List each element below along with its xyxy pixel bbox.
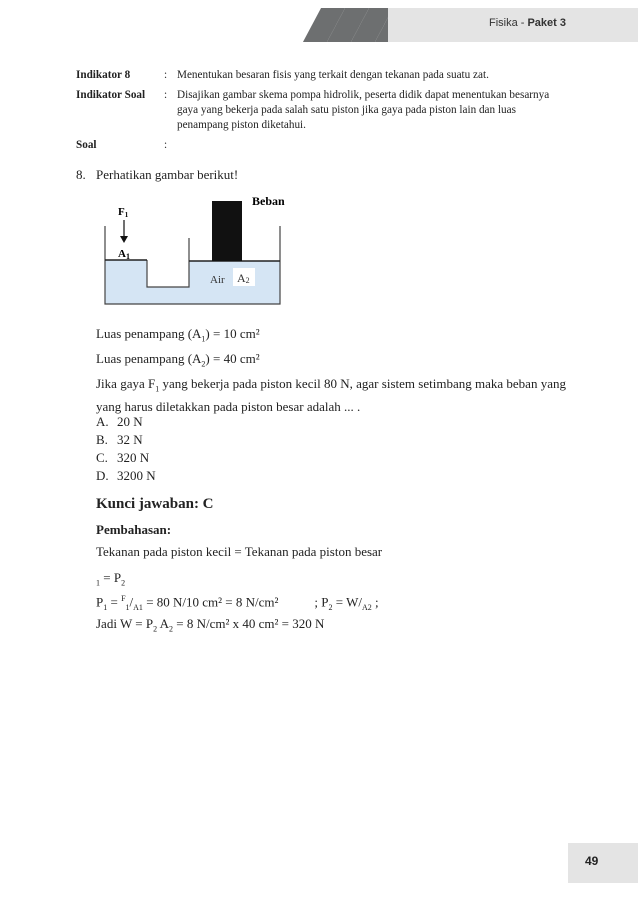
a1-label: A1 <box>118 248 130 261</box>
force-arrow-head <box>120 236 128 243</box>
soal-label: Soal <box>76 139 97 151</box>
indicator-soal-label: Indikator Soal <box>76 89 146 101</box>
f1-label: F1 <box>118 206 129 219</box>
discussion-line: Tekanan pada piston kecil = Tekanan pada piston besar <box>96 544 383 559</box>
indicator-soal-line: gaya yang bekerja pada salah satu piston jika gaya pada piston lain dan luas <box>177 104 516 116</box>
indicator-soal-colon: : <box>164 89 168 101</box>
option-text: 32 N <box>117 432 143 447</box>
discussion-heading: Pembahasan: <box>96 522 172 537</box>
a2-label: A2 <box>237 271 250 285</box>
option-letter: A. <box>96 414 109 429</box>
problem-statement: Jika gaya $F_1$ yang bekerja pada piston kecil 80 N, agar sistem setimbang maka beban yang yang harus diletakkan pada piston besar adalah ... . <box>96 376 566 414</box>
discussion-line: $_1 = P_2$ <box>96 570 126 588</box>
indicator-soal-line: Disajikan gambar skema pompa hidrolik, peserta didik dapat menentukan besarnya <box>177 89 550 101</box>
indicator-8-label: Indikator 8 <box>76 69 131 81</box>
page-number: 49 <box>585 854 599 868</box>
page-number-box <box>568 843 638 883</box>
option-text: 320 N <box>117 450 150 465</box>
area-1-line: Luas penampang $(A_1) = 10$ cm² <box>96 326 260 344</box>
indicator-8-colon: : <box>164 69 168 81</box>
beban-label: Beban <box>252 194 285 208</box>
option-text: 3200 N <box>117 468 156 483</box>
question-number: 8. <box>76 167 86 182</box>
load-block <box>212 201 242 261</box>
option-text: 20 N <box>117 414 143 429</box>
question-text: Perhatikan gambar berikut! <box>96 167 239 182</box>
answer-key: Kunci jawaban: C <box>96 496 214 512</box>
option-letter: D. <box>96 468 109 483</box>
page-header <box>0 0 638 46</box>
air-label: Air <box>210 274 225 286</box>
vessel-divider <box>147 238 189 287</box>
hydraulic-pump-diagram <box>100 186 300 310</box>
option-letter: B. <box>96 432 108 447</box>
discussion-line: $P_1 = ^F_1/_{A1} = 80$ N/10 cm² = 8 N/cm² ; $P_2 = W/_{A2}$ ; <box>96 594 379 612</box>
header-title: Fisika - Paket 3 <box>488 17 566 29</box>
discussion-line: Jadi $W = P_2$ $A_2 = 8$ N/cm² x 40 cm² = 320 N <box>96 616 325 634</box>
indicator-8-text: Menentukan besaran fisis yang terkait dengan tekanan pada suatu zat. <box>177 69 489 81</box>
option-letter: C. <box>96 450 108 465</box>
indicator-soal-line: penampang piston diketahui. <box>177 119 306 131</box>
area-2-line: Luas penampang $(A_2) = 40$ cm² <box>96 351 260 369</box>
soal-colon: : <box>164 139 168 151</box>
